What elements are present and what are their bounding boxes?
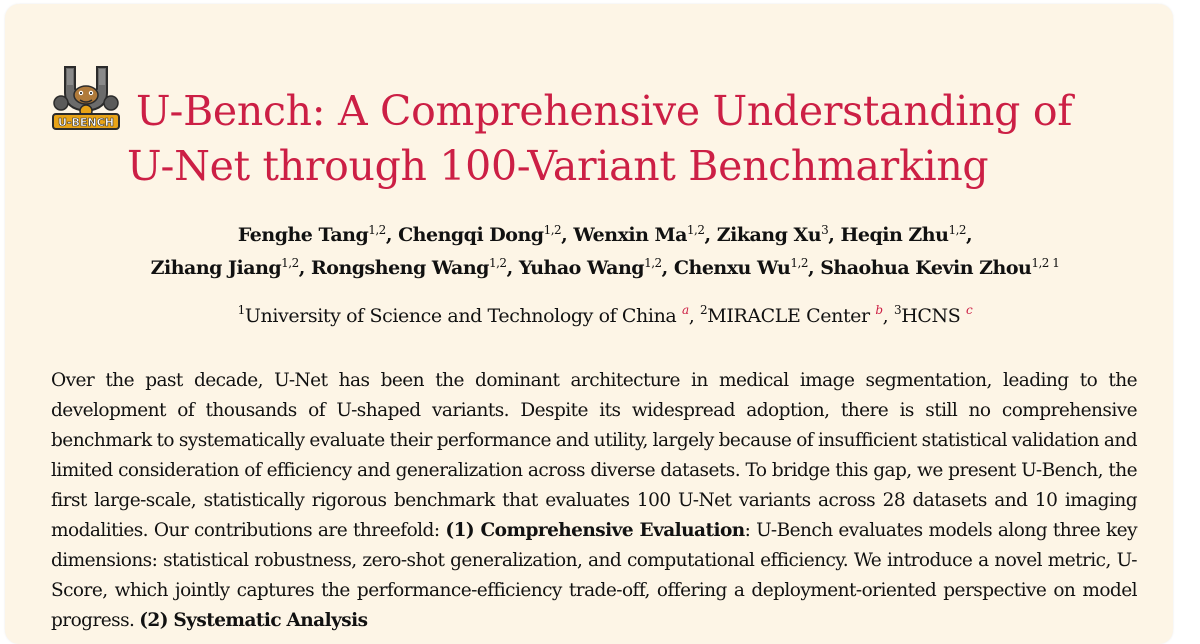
title-line-1: U-Bench: A Comprehensive Understanding of	[136, 87, 1073, 135]
author-name: Zikang Xu	[716, 224, 822, 246]
author-affiliation-sup: 1,2	[488, 256, 507, 270]
u-bench-logo-icon	[49, 59, 123, 133]
contribution-2-heading: (2) Systematic Analysis	[139, 610, 368, 631]
affiliation-name: HCNS	[901, 305, 961, 327]
author-name: Wenxin Ma	[573, 224, 687, 246]
author-name: Chenxu Wu	[673, 257, 791, 279]
affiliation-name: MIRACLE Center	[707, 305, 870, 327]
author-affiliation-sup: 1,2	[686, 223, 705, 237]
affiliation-link-mark[interactable]: a	[681, 303, 689, 317]
affiliation-list: $^1$University of Science and Technology of China $^a$, $^2$MIRACLE Center $^b$, $^3$HCNS $^c$	[237, 303, 973, 327]
affiliation-name: University of Science and Technology of China	[244, 305, 677, 327]
paper-card	[5, 4, 1173, 644]
author-name: Rongsheng Wang	[311, 257, 489, 279]
author-name: Heqin Zhu	[840, 224, 949, 246]
author-affiliation-sup: 1,2	[948, 223, 967, 237]
title-line-2: U-Net through 100-Variant Benchmarking	[127, 142, 989, 190]
affiliation-link-mark[interactable]: c	[965, 303, 973, 317]
author-affiliation-sup: 1,2 1	[1031, 256, 1060, 270]
svg-text:U-BENCH: U-BENCH	[58, 116, 114, 129]
affiliation-number: 1	[237, 303, 245, 317]
author-list	[5, 219, 1200, 285]
author-affiliation-sup: 1,2	[281, 256, 299, 270]
affiliation-number: 3	[893, 303, 902, 317]
author-name: Yuhao Wang	[518, 257, 645, 279]
author-affiliation-sup: 1,2	[790, 256, 808, 270]
contribution-1-heading: (1) Comprehensive Evaluation	[445, 520, 745, 541]
paper-title	[127, 84, 1127, 194]
author-name: Fenghe Tang	[237, 224, 369, 246]
affiliation-number: 2	[700, 303, 708, 317]
author-affiliation-sup: 3	[821, 223, 829, 237]
author-name: Chengqi Dong	[398, 224, 544, 246]
abstract-text: Over the past decade, U-Net has been the dominant architecture in medical image segmentation, leading to the development of thousands of U-shaped variants. Despite its widespread adoption, there is still no comprehensive benchmark to systematically evaluate their performance and utility, largely because of insufficient statistical validation and limited consideration of efficiency and generalization across diverse datasets. To bridge this gap, we present U-Bench, the first large-scale, statistically rigorous benchmark that evaluates 100 U-Net variants across 28 datasets and 10 imaging modalities. Our contributions are threefold: (1) Comprehensive Evaluation: U-Bench evaluates models along three key dimensions: statistical robustness, zero-shot generalization, and computational efficiency. We introduce a novel metric, U-Score, which jointly captures the performance-efficiency trade-off, offering a deployment-oriented perspective on model progress. (2) Systematic Analysis	[51, 370, 1137, 631]
author-line-1: Fenghe Tang$^{1,2}$, Chengqi Dong$^{1,2}$, Wenxin Ma$^{1,2}$, Zikang Xu$^3$, Heqin Zhu$^{1,2}$,	[237, 223, 973, 246]
author-line-2: Zihang Jiang$^{1,2}$, Rongsheng Wang$^{1,2}$, Yuhao Wang$^{1,2}$, Chenxu Wu$^{1,2}$, Shaohua Kevin Zhou$^{1,2 1}$	[150, 256, 1060, 279]
author-affiliation-sup: 1,2	[644, 256, 662, 270]
affiliation-link-mark[interactable]: b	[875, 303, 883, 317]
author-name: Shaohua Kevin Zhou	[820, 257, 1032, 279]
author-affiliation-sup: 1,2	[543, 223, 562, 237]
author-name: Zihang Jiang	[150, 257, 282, 279]
author-affiliation-sup: 1,2	[368, 223, 386, 237]
